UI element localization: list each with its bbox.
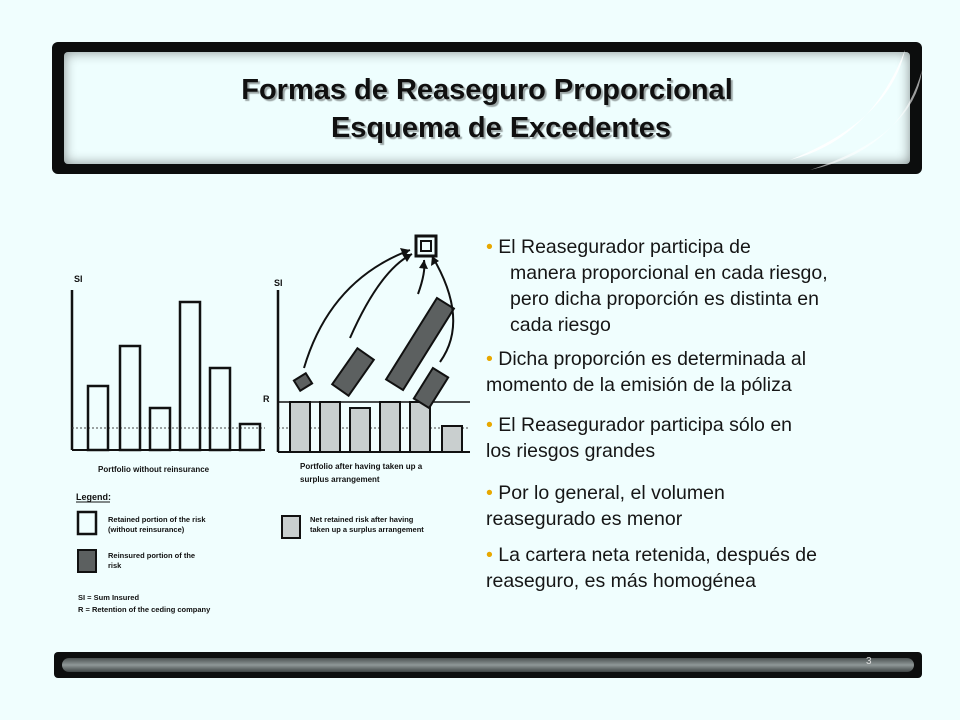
right-caption-1: Portfolio after having taken up a [300,462,423,471]
legend-reinsured-label-2: risk [108,561,122,570]
bullet-text: La cartera neta retenida, después de [498,544,817,566]
page-number: 3 [866,656,872,667]
legend-net-label-2: taken up a surplus arrangement [310,525,424,534]
bullet-marker: • [486,544,493,566]
bar [88,386,108,450]
target-box [416,236,436,256]
bullet-text: El Reasegurador participa de [498,236,751,258]
surplus-diagram [60,210,480,630]
bullet-text: pero dicha proporción es distinta en [510,288,819,310]
bar [120,346,140,450]
legend-net-label-1: Net retained risk after having [310,515,414,524]
bullet-text: Por lo general, el volumen [498,482,725,504]
right-caption-2: surplus arrangement [300,475,380,484]
legend-retained-label-1: Retained portion of the risk [108,515,206,524]
bullet-text: El Reasegurador participa sólo en [498,414,793,436]
footer-bar [54,652,922,678]
bullet-item [486,412,792,464]
bullet-marker: • [486,348,493,370]
bullet-item [486,234,828,338]
bullet-item [486,480,725,532]
right-axis-label: SI [274,278,283,288]
legend-si: SI = Sum Insured [78,593,140,602]
net-retained-bars [290,402,462,452]
legend-r: R = Retention of the ceding company [78,605,211,614]
legend-reinsured-swatch [78,550,96,572]
bullet-text: cada riesgo [510,314,611,336]
legend-reinsured-label-1: Reinsured portion of the [108,551,196,560]
legend-retained-label-2: (without reinsurance) [108,525,185,534]
bullet-text: manera proporcional en cada riesgo, [510,262,828,284]
legend-net-swatch [282,516,300,538]
bullet-text: reasegurado es menor [486,508,683,530]
decorative-swoosh [640,40,930,180]
reinsured-bars [294,298,454,408]
bar [210,368,230,450]
bullet-marker: • [486,414,493,436]
left-axis-label: SI [74,274,83,284]
left-caption: Portfolio without reinsurance [98,465,210,474]
bullet-text: los riesgos grandes [486,440,656,462]
legend-title: Legend: [76,492,111,502]
bullet-text: reaseguro, es más homogénea [486,570,756,592]
footer-bar-inner [62,658,914,672]
bullet-text: Dicha proporción es determinada al [498,348,807,370]
bullet-item [486,542,817,594]
bullet-marker: • [486,482,493,504]
bar [150,408,170,450]
bullet-text: momento de la emisión de la póliza [486,374,792,396]
bullet-marker: • [486,236,493,258]
slide-subtitle: Esquema de Excedentes [330,112,672,144]
legend-retained-swatch [78,512,96,534]
slide-title: Formas de Reaseguro Proporcional [241,74,733,106]
bullet-item [486,346,806,398]
retention-label: R [263,394,270,404]
